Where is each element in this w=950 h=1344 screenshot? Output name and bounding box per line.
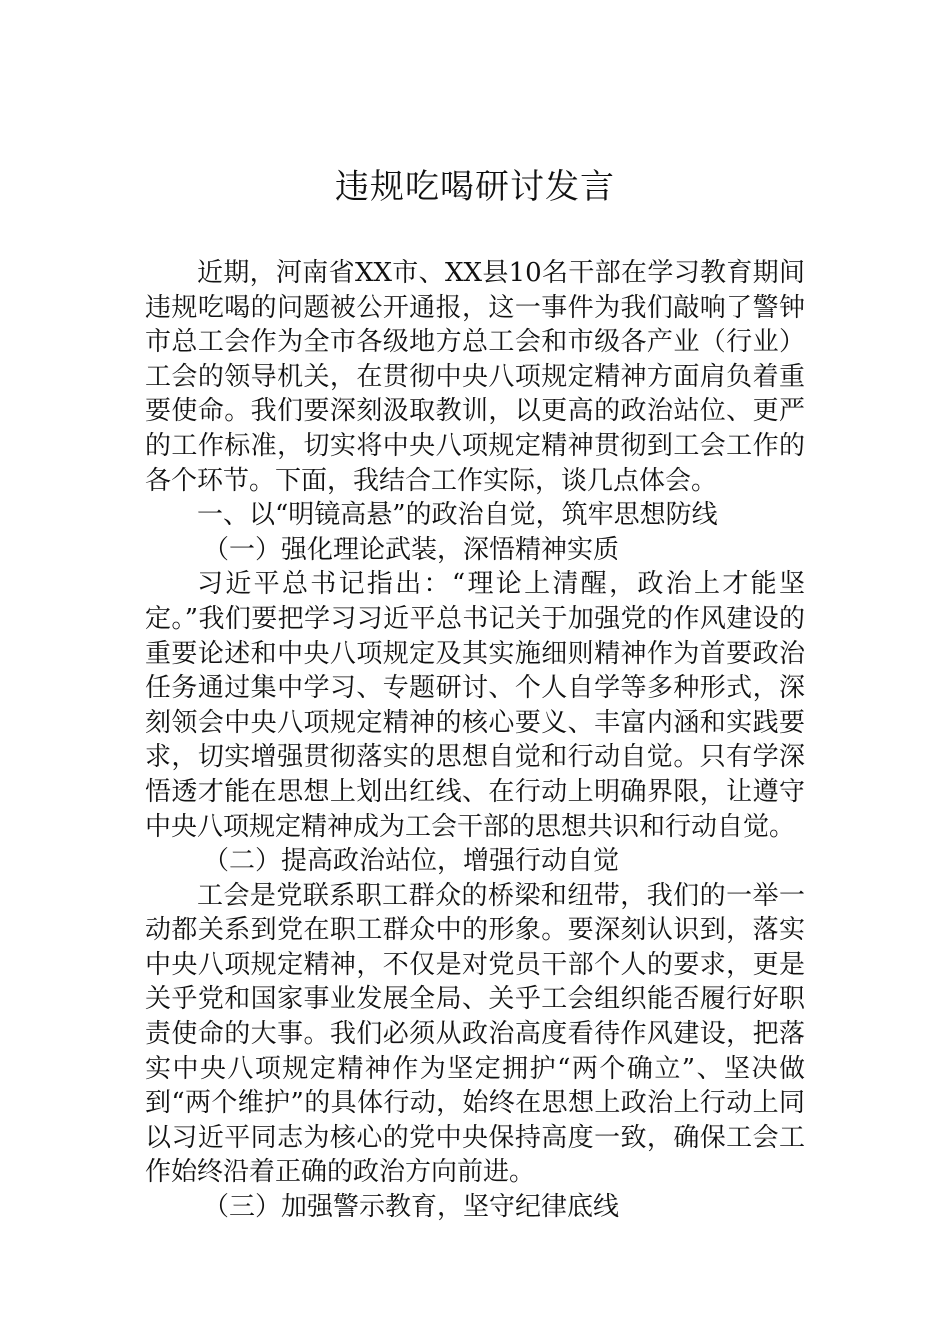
document-title: 违规吃喝研讨发言 [335,167,615,207]
paragraph-intro: 近期，河南省XX市、XX县10名干部在学习教育期间违规吃喝的问题被公开通报，这一事件为我们敲响了警钟市总工会作为全市各级地方总工会和市级各产业（行业）工会的领导机关，在贯彻中央八项规定精神方面肩负着重要使命。我们要深刻汲取教训，以更高的政治站位、更严的工作标准，切实将中央八项规定精神贯彻到工会工作的各个环节。下面，我结合工作实际，谈几点体会。 [145,258,805,496]
paragraph-theory: 习近平总书记指出：“理论上清醒，政治上才能坚定。”我们要把学习习近平总书记关于加强党的作风建设的重要论述和中央八项规定及其实施细则精神作为首要政治任务通过集中学习、专题研讨、个人自学等多种形式，深刻领会中央八项规定精神的核心要义、丰富内涵和实践要求，切实增强贯彻落实的思想自觉和行动自觉。只有学深悟透才能在思想上划出红线、在行动上明确界限，让遵守中央八项规定精神成为工会干部的思想共识和行动自觉。 [145,569,805,842]
paragraph-political: 工会是党联系职工群众的桥梁和纽带，我们的一举一动都关系到党在职工群众中的形象。要深刻认识到，落实中央八项规定精神，不仅是对党员干部个人的要求，更是关乎党和国家事业发展全局、关乎工会组织能否履行好职责使命的大事。我们必须从政治高度看待作风建设，把落实中央八项规定精神作为坚定拥护“两个确立”、坚决做到“两个维护”的具体行动，始终在思想上政治上行动上同以习近平同志为核心的党中央保持高度一致，确保工会工作始终沿着正确的政治方向前进。 [145,880,805,1188]
subsection-heading-3: （三）加强警示教育，坚守纪律底线 [203,1192,620,1223]
subsection-heading-1: （一）强化理论武装，深悟精神实质 [203,534,620,565]
subsection-heading-2: （二）提高政治站位，增强行动自觉 [203,846,620,877]
document-body [145,256,805,1225]
section-heading-1: 一、以“明镜高悬”的政治自觉，筑牢思想防线 [197,500,718,531]
